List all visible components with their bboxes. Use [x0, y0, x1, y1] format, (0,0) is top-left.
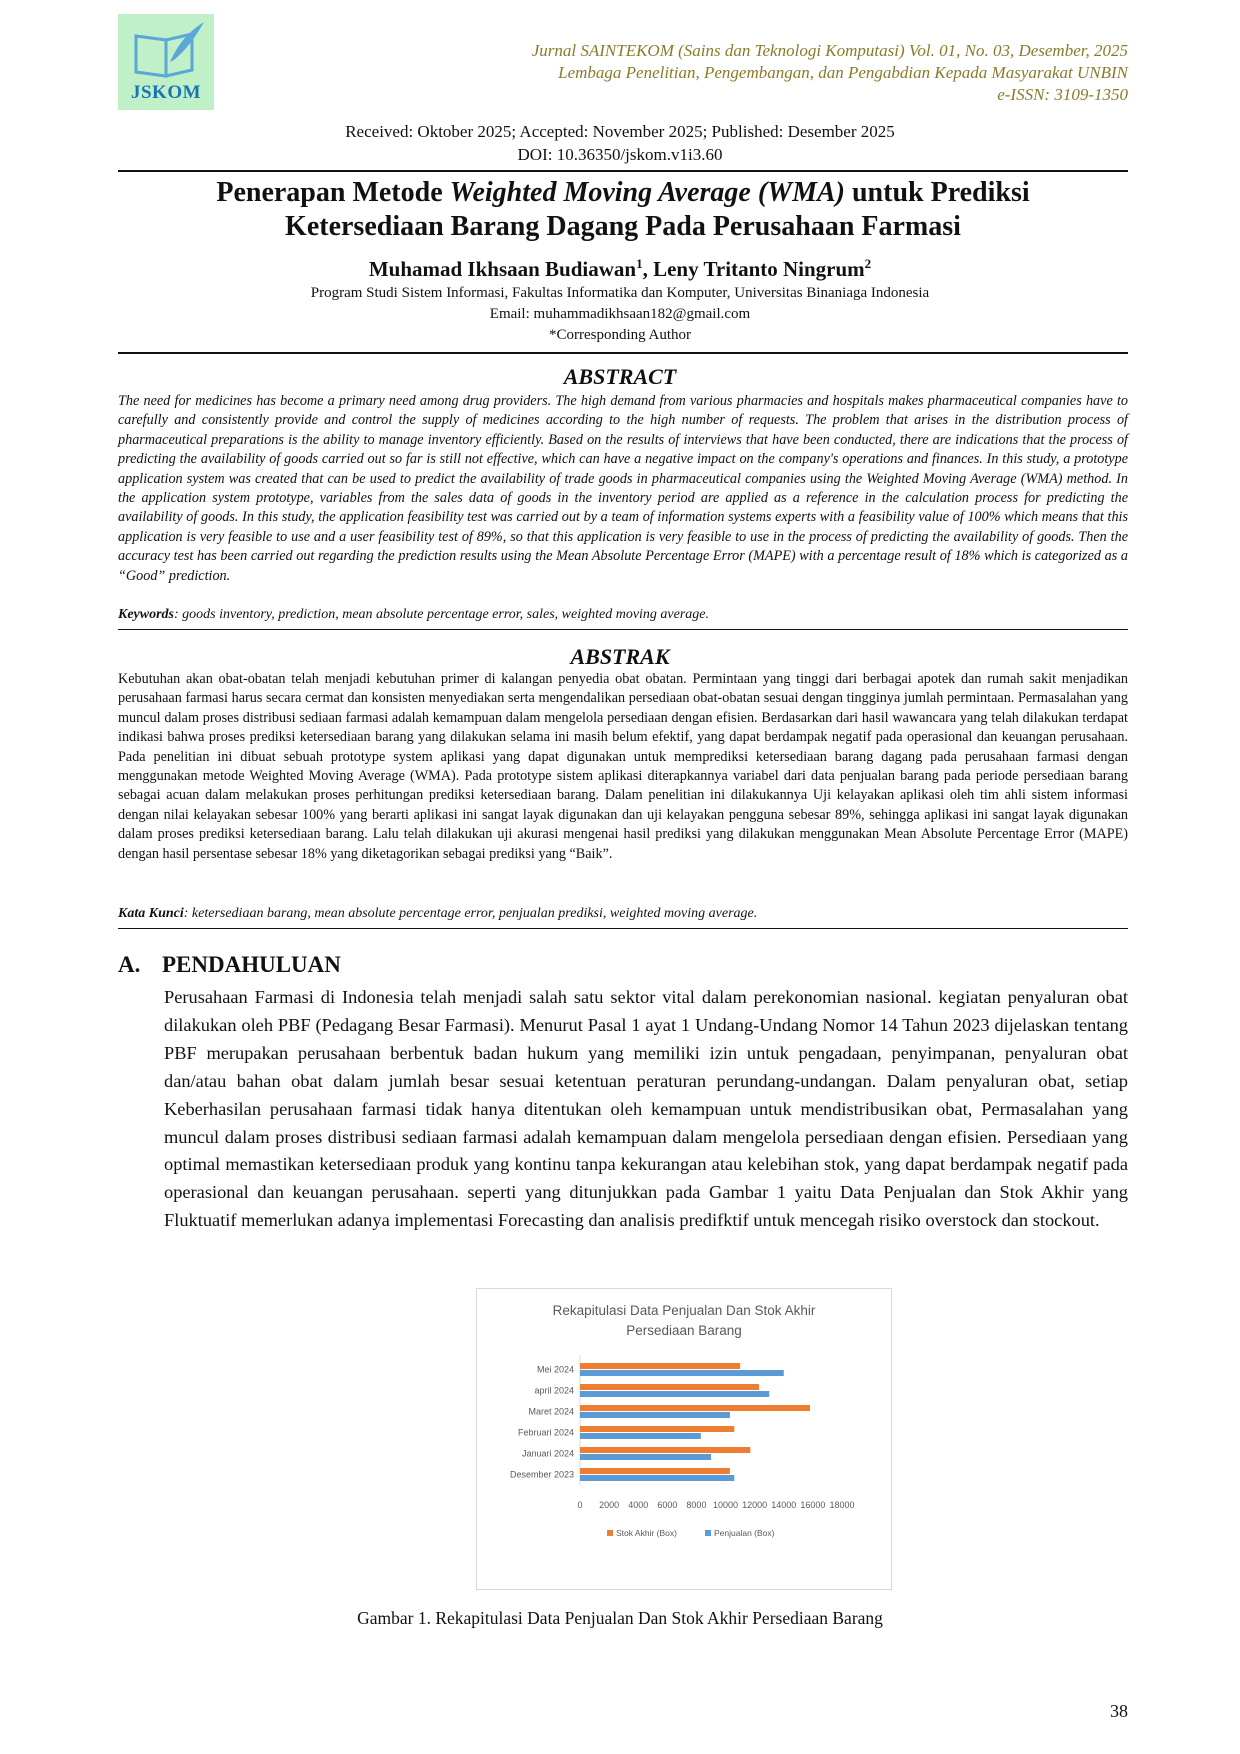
journal-info: [532, 40, 1128, 106]
bar-penjualan: [580, 1391, 769, 1397]
bar-penjualan: [580, 1370, 784, 1376]
journal-publisher: Lembaga Penelitian, Pengembangan, dan Pengabdian Kepada Masyarakat UNBIN: [558, 63, 1128, 82]
chart-svg: [477, 1289, 891, 1589]
keywords: Keywords: goods inventory, prediction, mean absolute percentage error, sales, weighted moving average.: [118, 607, 710, 622]
bar-stok-akhir: [580, 1405, 810, 1411]
section-paragraph: Perusahaan Farmasi di Indonesia telah menjadi salah satu sektor vital dalam perekonomian nasional. kegiatan penyaluran obat dilakukan oleh PBF (Pedagang Besar Farmasi). Menurut Pasal 1 ayat 1 Undang-Undang Nomor 14 Tahun 2023 dijelaskan tentang PBF merupakan perusahaan berbentuk badan hukum yang memiliki izin untuk pengadaan, penyimpanan, penyaluran obat dan/atau bahan obat dalam jumlah besar sesuai ketentuan peraturan perundang-undangan. Dalam penyaluran obat, setiap Keberhasilan perusahaan farmasi tidak hanya ditentukan oleh kemampuan untuk mendistribusikan obat, Permasalahan yang muncul dalam proses distribusi sediaan farmasi adalah kemampuan dalam mengelola persediaan dengan efisien. Persediaan yang optimal memastikan ketersediaan produk yang kontinu tanpa kekurangan atau kelebihan stok, yang dapat berdampak negatif pada operasional dan keuangan perusahaan. seperti yang ditunjukkan pada Gambar 1 yaitu Data Penjualan dan Stok Akhir yang Fluktuatif memerlukan adanya implementasi Forecasting dan analisis predifktif untuk mencegah risiko overstock dan stockout.: [164, 987, 1128, 1231]
x-tick-label: 18000: [829, 1500, 855, 1510]
category-label: Februari 2024: [517, 1427, 574, 1438]
x-tick-label: 6000: [657, 1500, 678, 1510]
bar-stok-akhir: [580, 1384, 759, 1390]
journal-logo: [118, 14, 214, 110]
bar-stok-akhir: [580, 1447, 750, 1453]
email[interactable]: Email: muhammadikhsaan182@gmail.com: [489, 306, 751, 322]
authors: Muhamad Ikhsaan Budiawan$^1$, Leny Tritanto Ningrum$^2$: [368, 256, 872, 281]
x-tick-label: 8000: [686, 1500, 707, 1510]
x-tick-label: 14000: [771, 1500, 797, 1510]
top-divider: [118, 170, 1128, 172]
abstract-heading: ABSTRACT: [563, 364, 677, 389]
journal-name: Jurnal SAINTEKOM (Sains dan Teknologi Komputasi) Vol. 01, No. 03, Desember, 2025: [531, 41, 1128, 60]
legend-label: Penjualan (Box): [714, 1528, 775, 1538]
paper-title: Penerapan Metode Weighted Moving Average (WMA) untuk Prediksi Ketersediaan Barang Dagang Pada Perusahaan Farmasi: [216, 177, 1030, 242]
corresponding-note: *Corresponding Author: [548, 327, 692, 343]
section-heading: A. PENDAHULUAN: [118, 952, 341, 977]
abstract-text: The need for medicines has become a primary need among drug providers. The high demand from various pharmacies and hospitals makes pharmaceutical companies have to carefully and consistently provide and control the supply of medicines according to the high number of requests. The problem that arises in the distribution process of pharmaceutical preparations is the ability to manage inventory efficiently. Based on the results of interviews that have been conducted, there are indications that the process of predicting the availability of goods carried out so far is still not effective, which can have a negative impact on the company's operations and finances. In this study, a prototype application system was created that can be used to predict the availability of trade goods in pharmaceutical companies using the Weighted Moving Average (WMA) method. In the application system prototype, variables from the sales data of goods in the inventory period are applied as a reference in the calculation process for predicting the availability of goods. In this study, the application feasibility test was carried out by a team of information systems experts with a feasibility value of 100% which means that this application is very feasible to use and a user feasibility test of 89%, so that this application is very feasible to use in the process of predicting the availability of goods. Then the accuracy test has been carried out regarding the prediction results using the Mean Absolute Percentage Error (MAPE) with a percentage result of 18% which is categorized as a “Good” prediction.: [118, 393, 1128, 584]
bar-penjualan: [580, 1433, 701, 1439]
chart-title-line1: Rekapitulasi Data Penjualan Dan Stok Akhir: [552, 1303, 816, 1318]
doi[interactable]: DOI: 10.36350/jskom.v1i3.60: [517, 145, 723, 164]
legend-label: Stok Akhir (Box): [616, 1528, 677, 1538]
x-tick-label: 2000: [599, 1500, 620, 1510]
bar-stok-akhir: [580, 1363, 740, 1369]
bar-penjualan: [580, 1412, 730, 1418]
received-line: Received: Oktober 2025; Accepted: November 2025; Published: Desember 2025: [345, 122, 895, 141]
chart-title-line2: Persediaan Barang: [626, 1323, 742, 1338]
journal-issn: e-ISSN: 3109-1350: [997, 85, 1128, 104]
abstract-bottom-divider: [118, 629, 1128, 630]
affiliation: Program Studi Sistem Informasi, Fakultas Informatika dan Komputer, Universitas Binaniaga Indonesia: [310, 285, 930, 301]
abstract-top-divider: [118, 352, 1128, 354]
category-label: Mei 2024: [536, 1364, 574, 1375]
publication-dates: [0, 120, 1240, 166]
x-tick-label: 0: [577, 1500, 583, 1510]
abstrak-bottom-divider: [118, 928, 1128, 929]
affiliation-block: [0, 283, 1240, 346]
category-label: april 2024: [534, 1385, 574, 1396]
figure-caption: Gambar 1. Rekapitulasi Data Penjualan Dan Stok Akhir Persediaan Barang: [357, 1608, 883, 1628]
category-label: Desember 2023: [509, 1469, 574, 1480]
x-tick-label: 4000: [628, 1500, 649, 1510]
x-tick-label: 12000: [742, 1500, 768, 1510]
page-number: 38: [1110, 1701, 1128, 1721]
bar-stok-akhir: [580, 1426, 734, 1432]
kata-kunci: Kata Kunci: ketersediaan barang, mean absolute percentage error, penjualan prediksi, weighted moving average.: [118, 906, 758, 921]
bar-penjualan: [580, 1454, 711, 1460]
x-tick-label: 10000: [713, 1500, 739, 1510]
abstrak-heading: ABSTRAK: [570, 644, 670, 669]
sales-stock-chart: [476, 1288, 892, 1590]
category-label: Maret 2024: [528, 1406, 574, 1417]
logo-text: JSKOM: [130, 82, 202, 103]
category-label: Januari 2024: [521, 1448, 574, 1459]
abstrak-text: Kebutuhan akan obat-obatan telah menjadi kebutuhan primer di kalangan penyedia obat obatan. Permintaan yang tinggi dari berbagai apotek dan rumah sakit menjadikan perusahaan farmasi harus secara cermat dan konsisten menyediakan serta mengendalikan persediaan obat-obatan sesuai dengan tingginya jumlah permintaan. Permasalahan yang muncul dalam proses distribusi sediaan farmasi adalah kemampuan dalam mengelola persediaan dengan efisien. Berdasarkan dari hasil wawancara yang telah dilakukan terdapat indikasi bahwa proses prediksi ketersediaan barang yang dilakukan selama ini masih belum efektif, yang dapat berdampak negatif pada operasional dan keuangan perusahaan. Pada penelitian ini dibuat sebuah prototype system aplikasi yang dapat digunakan untuk memprediksi ketersediaan barang dagang pada perusahaan farmasi dengan menggunakan metode Weighted Moving Average (WMA). Pada prototype sistem aplikasi diterapkannya variabel dari data penjualan barang pada periode persediaan barang sebagai acuan dalam melakukan proses perhitungan prediksi ketersediaan barang. Dalam penelitian ini dilakukannya Uji kelayakan aplikasi oleh tim ahli sistem informasi dengan nilai kelayakan sebesar 100% yang berarti aplikasi ini sangat layak digunakan dan uji kelayakan pengguna sebesar 89%, sehingga aplikasi ini sangat layak digunakan dalam proses prediksi ketersediaan barang. Lalu telah dilakukan uji akurasi mengenai hasil prediksi yang dilakukan menggunakan Mean Absolute Percentage Error (MAPE) dengan hasil persentase sebesar 18% yang diketagorikan sebagai prediksi yang “Baik”.: [118, 671, 1128, 862]
book-quill-icon: [118, 14, 214, 84]
x-tick-label: 16000: [800, 1500, 826, 1510]
bar-penjualan: [580, 1475, 734, 1481]
legend-swatch: [705, 1530, 711, 1536]
bar-stok-akhir: [580, 1468, 730, 1474]
legend-swatch: [607, 1530, 613, 1536]
